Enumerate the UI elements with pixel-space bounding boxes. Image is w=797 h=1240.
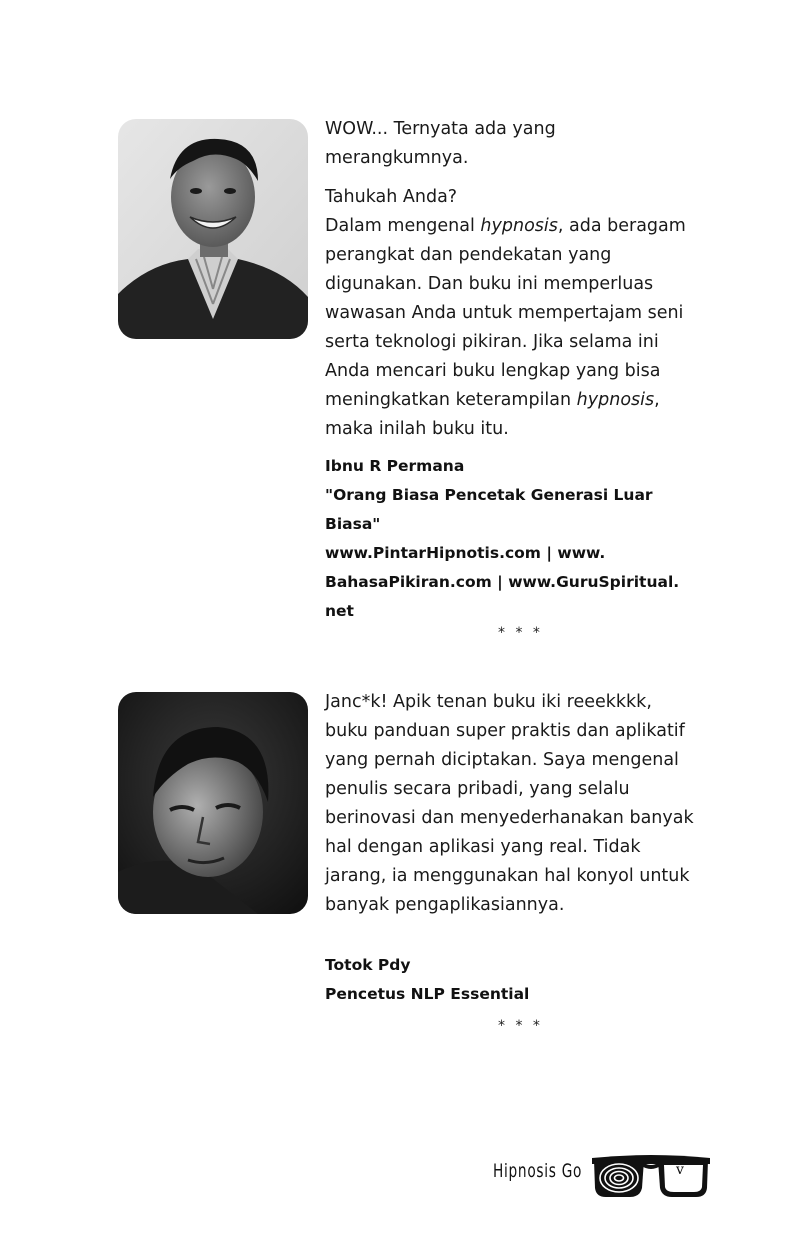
text-line: serta teknologi pikiran. Jika selama ini <box>325 332 659 352</box>
text-line: meningkatkan keterampilan <box>325 390 577 410</box>
text-line: Dalam mengenal <box>325 216 481 236</box>
text-line: Anda mencari buku lengkap yang bisa <box>325 361 661 381</box>
endorser-byline-1 <box>325 452 725 626</box>
smiling-man-portrait <box>118 119 308 339</box>
text-line: penulis secara pribadi, yang selalu <box>325 779 630 799</box>
text-line: Tahukah Anda? <box>325 187 458 207</box>
text-line: , <box>654 390 660 410</box>
endorser-website: net <box>325 602 354 620</box>
text-line: digunakan. Dan buku ini memperluas <box>325 274 654 294</box>
endorser-tagline: Biasa" <box>325 515 381 533</box>
text-line: , ada beragam <box>557 216 686 236</box>
text-line: yang pernah diciptakan. Saya mengenal <box>325 750 679 770</box>
endorser-name: Totok Pdy <box>325 956 411 974</box>
endorser-photo-1 <box>118 119 308 339</box>
text-line: banyak pengaplikasiannya. <box>325 895 565 915</box>
text-line: Janc*k! Apik tenan buku iki reeekkkk, <box>325 692 652 712</box>
text-line: WOW... Ternyata ada yang <box>325 119 556 139</box>
endorsement-text-1 <box>325 115 725 444</box>
section-separator: * * * <box>498 625 543 641</box>
text-line: merangkumnya. <box>325 148 469 168</box>
man-bw-portrait <box>118 692 308 914</box>
endorsement-text-2 <box>325 688 725 920</box>
page-number: v <box>676 1162 684 1178</box>
italic-term: hypnosis <box>480 216 558 236</box>
italic-term: hypnosis <box>576 390 655 410</box>
endorser-photo-2 <box>118 692 308 914</box>
text-line: maka inilah buku itu. <box>325 419 509 439</box>
section-separator: * * * <box>498 1018 543 1034</box>
text-line: hal dengan aplikasi yang real. Tidak <box>325 837 641 857</box>
text-line: buku panduan super praktis dan aplikatif <box>325 721 685 741</box>
body-paragraph <box>325 688 725 920</box>
endorser-website: BahasaPikiran.com | www.GuruSpiritual. <box>325 573 680 591</box>
endorser-tagline: Pencetus NLP Essential <box>325 985 530 1003</box>
hypno-glasses-icon <box>590 1150 712 1200</box>
endorser-tagline: "Orang Biasa Pencetak Generasi Luar <box>325 486 653 504</box>
text-line: perangkat dan pendekatan yang <box>325 245 612 265</box>
text-line: wawasan Anda untuk mempertajam seni <box>325 303 684 323</box>
text-line: jarang, ia menggunakan hal konyol untuk <box>325 866 690 886</box>
intro-paragraph <box>325 115 725 173</box>
endorser-byline-2 <box>325 951 725 1009</box>
endorser-name: Ibnu R Permana <box>325 457 465 475</box>
body-paragraph <box>325 183 725 444</box>
text-line: berinovasi dan menyederhanakan banyak <box>325 808 694 828</box>
book-title: Hipnosis Go <box>493 1160 583 1182</box>
endorser-website: www.PintarHipnotis.com | www. <box>325 544 606 562</box>
